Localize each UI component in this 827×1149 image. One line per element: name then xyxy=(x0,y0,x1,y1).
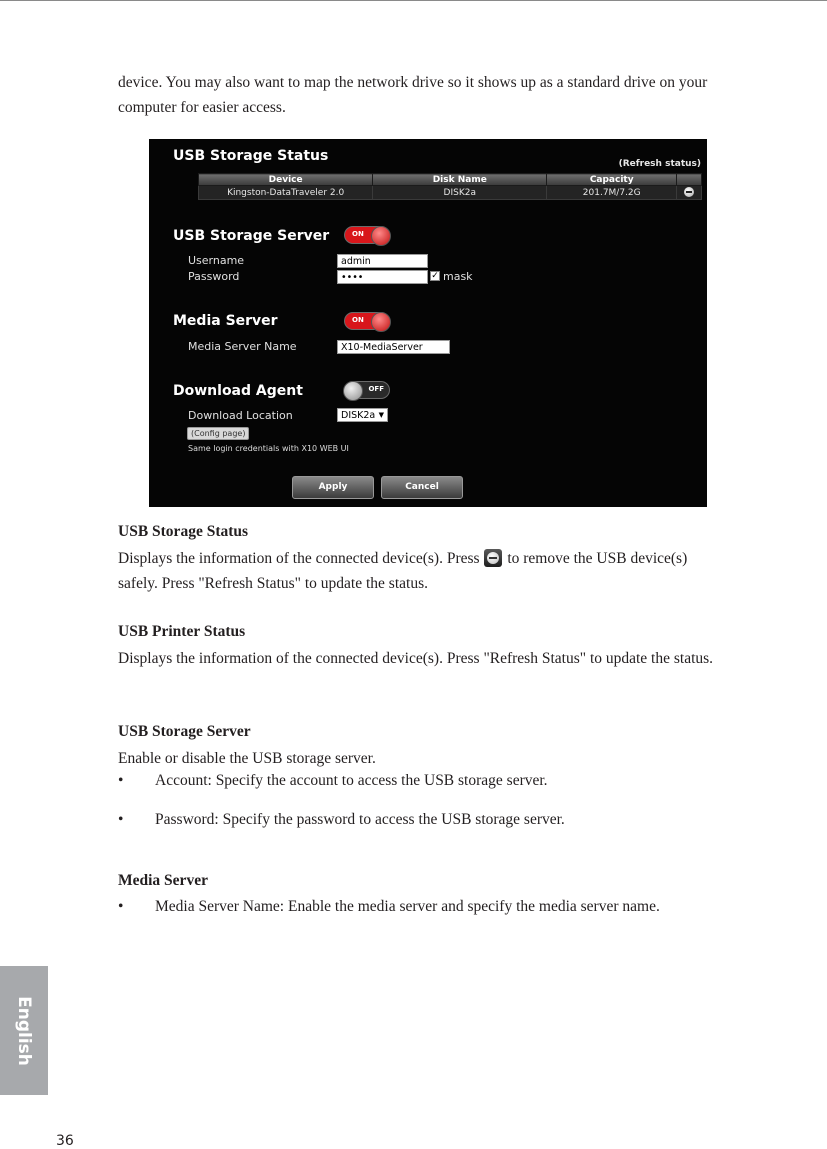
table-row xyxy=(199,186,702,200)
storage-server-toggle[interactable] xyxy=(344,226,390,244)
download-agent-toggle[interactable] xyxy=(344,381,390,399)
cell-eject xyxy=(677,186,702,200)
download-agent-title: Download Agent xyxy=(173,383,303,399)
usb-storage-status-line1 xyxy=(118,546,758,571)
refresh-status-link[interactable]: (Refresh status) xyxy=(618,159,701,169)
column-header-capacity: Capacity xyxy=(547,174,677,186)
chevron-down-icon: ▼ xyxy=(378,411,384,419)
toggle-label: OFF xyxy=(368,385,384,393)
select-value: DISK2a xyxy=(341,410,376,421)
usb-storage-server-body: Enable or disable the USB storage server. xyxy=(118,750,376,767)
password-label: Password xyxy=(188,270,240,283)
password-input[interactable]: •••• xyxy=(337,270,428,284)
usb-printer-status-heading: USB Printer Status xyxy=(118,623,246,640)
username-label: Username xyxy=(188,254,245,267)
mask-checkbox[interactable]: ✓ xyxy=(431,271,439,281)
language-side-tab xyxy=(0,966,48,1095)
mask-label: mask xyxy=(443,270,473,283)
toggle-label: ON xyxy=(352,316,364,324)
side-tab-label: English xyxy=(14,995,34,1066)
page-number: 36 xyxy=(56,1133,74,1149)
line-text: Displays the information of the connected device(s). Press xyxy=(118,550,480,567)
usb-storage-status-heading: USB Storage Status xyxy=(118,523,249,540)
column-header-device: Device xyxy=(199,174,373,186)
intro-paragraph: device. You may also want to map the network drive so it shows up as a standard drive on your computer for easier access. xyxy=(118,74,708,116)
toggle-knob xyxy=(343,381,363,401)
eject-icon xyxy=(484,549,502,567)
toggle-label: ON xyxy=(352,230,364,238)
toggle-knob xyxy=(371,312,391,332)
router-settings-screenshot xyxy=(149,139,707,507)
top-rule xyxy=(0,0,827,1)
usb-printer-status-body: Displays the information of the connected device(s). Press "Refresh Status" to update the status. xyxy=(118,650,714,667)
toggle-knob xyxy=(371,226,391,246)
media-server-name-input[interactable]: X10-MediaServer xyxy=(337,340,450,354)
bullet-dot: • xyxy=(118,811,124,828)
column-header-disk-name: Disk Name xyxy=(373,174,547,186)
column-header-action xyxy=(677,174,702,186)
bullet-dot: • xyxy=(118,898,124,915)
table-header-row xyxy=(199,174,702,186)
username-input[interactable]: admin xyxy=(337,254,428,268)
line-text: to remove the USB device(s) xyxy=(507,550,688,567)
list-item-text: Password: Specify the password to access the USB storage server. xyxy=(155,811,565,828)
media-server-title: Media Server xyxy=(173,313,278,329)
usb-storage-status-line2: safely. Press "Refresh Status" to update the status. xyxy=(118,575,428,592)
usb-storage-server-title: USB Storage Server xyxy=(173,228,330,244)
credentials-note: Same login credentials with X10 WEB UI xyxy=(188,444,349,453)
cancel-button[interactable]: Cancel xyxy=(381,476,463,499)
download-location-select[interactable] xyxy=(337,408,388,422)
apply-button[interactable]: Apply xyxy=(292,476,374,499)
bullet-dot: • xyxy=(118,772,124,789)
media-server-toggle[interactable] xyxy=(344,312,390,330)
media-server-name-label: Media Server Name xyxy=(188,340,297,353)
list-item-text: Account: Specify the account to access the USB storage server. xyxy=(155,772,548,789)
download-location-label: Download Location xyxy=(188,409,293,422)
usb-storage-status-title: USB Storage Status xyxy=(173,148,329,164)
eject-icon[interactable] xyxy=(684,187,694,197)
cell-capacity: 201.7M/7.2G xyxy=(547,186,677,200)
cell-disk-name: DISK2a xyxy=(373,186,547,200)
usb-device-table xyxy=(198,173,702,200)
list-item-text: Media Server Name: Enable the media server and specify the media server name. xyxy=(155,898,660,915)
usb-storage-server-heading: USB Storage Server xyxy=(118,723,251,740)
media-server-heading: Media Server xyxy=(118,872,208,889)
config-page-link[interactable]: (Config page) xyxy=(187,427,249,440)
cell-device: Kingston-DataTraveler 2.0 xyxy=(199,186,373,200)
